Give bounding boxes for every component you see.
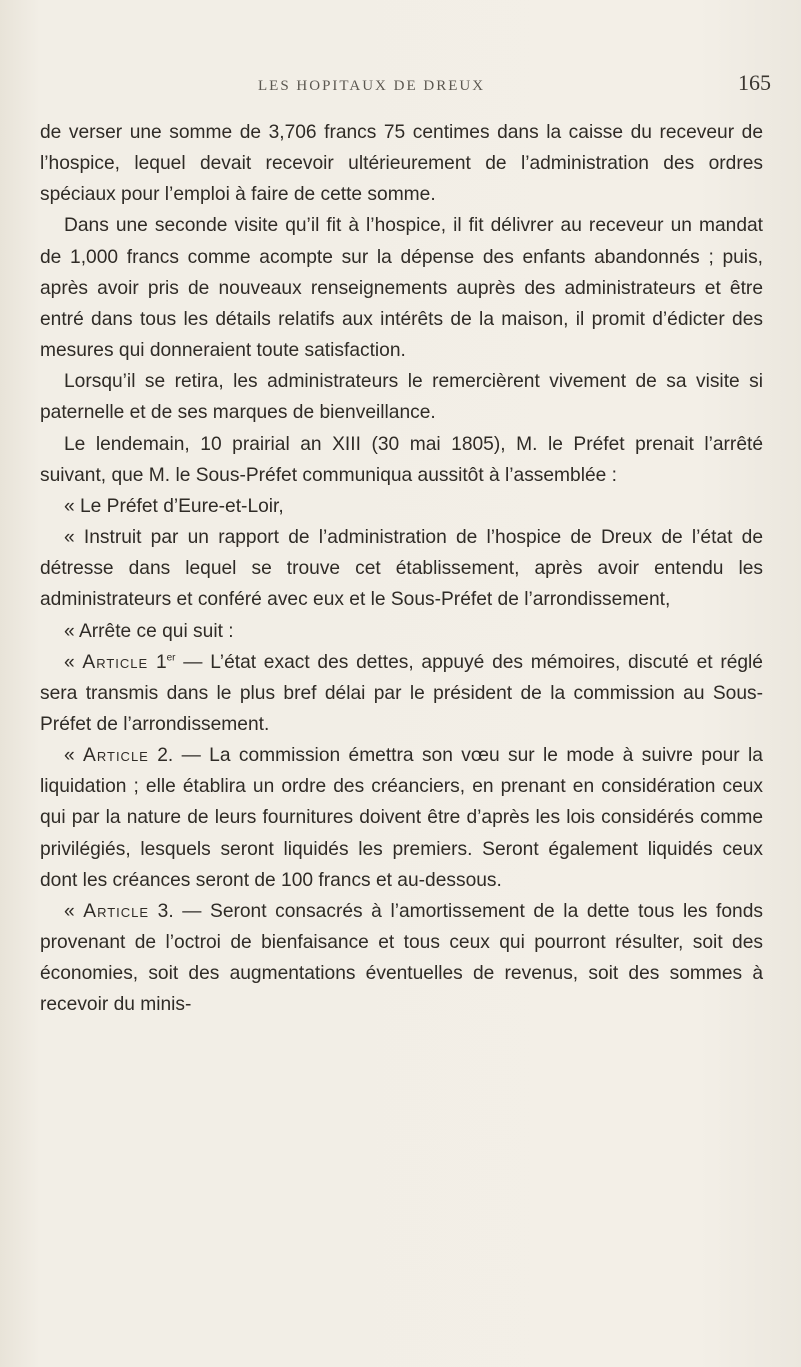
running-head: LES HOPITAUX DE DREUX	[258, 78, 486, 94]
quote-line: « Le Préfet d’Eure-et-Loir,	[64, 495, 284, 517]
article-label: Article	[83, 745, 149, 767]
quote-paragraph: « Instruit par un rapport de l’administration de l’hospice de Dreux de l’état de détresse dans lequel se trouve cet établissement, après avoir entendu les administrateurs et conféré avec eux et le Sous-Préfet de l’arrondissement,	[40, 527, 763, 611]
page-number: 165	[738, 70, 771, 95]
article-1	[40, 647, 763, 740]
quote-mark: «	[64, 651, 83, 673]
article-text: — Seront consacrés à l’amortissement de la dette tous les fonds provenant de l’octroi de bienfaisance et tous ceux qui pourront résulter, soit des économies, soit des augmentations éventuelles de revenus, soit des sommes à recevoir du minis-	[40, 900, 763, 1016]
article-number-suffix: er	[166, 652, 176, 664]
quote-mark: «	[64, 745, 84, 767]
article-number: 3.	[157, 900, 174, 922]
paragraph: Le lendemain, 10 prairial an XIII (30 mai 1805), M. le Préfet prenait l’arrêté suivant, que M. le Sous-Préfet communiqua aussitôt à l’assemblée :	[40, 433, 763, 486]
article-3	[40, 896, 763, 1021]
article-text: — La commission émettra son vœu sur le mode à suivre pour la liquidation ; elle établira un ordre des créanciers, en prenant en considération ceux qui par la nature de leurs fournitures doivent être d’après les lois considérés comme privilégiés, lesquels seront liquidés les premiers. Seront également liquidés ceux dont les créances seront de 100 francs et au-dessous.	[40, 745, 763, 891]
article-number: 2.	[157, 745, 174, 767]
article-label: Article	[82, 651, 149, 673]
article-label: Article	[83, 900, 150, 922]
article-2	[40, 740, 763, 896]
body-text	[40, 117, 763, 1021]
article-text: — L’état exact des dettes, appuyé des mémoires, discuté et réglé sera transmis dans le plus bref délai par le président de la commission au Sous-Préfet de l’arrondissement.	[40, 651, 763, 735]
quote-line: « Arrête ce qui suit :	[64, 620, 234, 642]
article-number: 1	[155, 651, 167, 673]
quote-mark: «	[64, 900, 84, 922]
paragraph: de verser une somme de 3,706 francs 75 centimes dans la caisse du receveur de l’hospice, lequel devait recevoir ultérieurement de l’administration des ordres spéciaux pour l’emploi à faire de cette somme.	[40, 122, 763, 206]
paragraph: Lorsqu’il se retira, les administrateurs le remercièrent vivement de sa visite si paternelle et de ses marques de bienveillance.	[40, 371, 763, 424]
paragraph: Dans une seconde visite qu’il fit à l’hospice, il fit délivrer au receveur un mandat de 1,000 francs comme acompte sur la dépense des enfants abandonnés ; puis, après avoir pris de nouveaux renseignements auprès des administrateurs et être entré dans tous les détails relatifs aux intérêts de la maison, il promit d’édicter des mesures qui donneraient toute satisfaction.	[40, 215, 763, 362]
